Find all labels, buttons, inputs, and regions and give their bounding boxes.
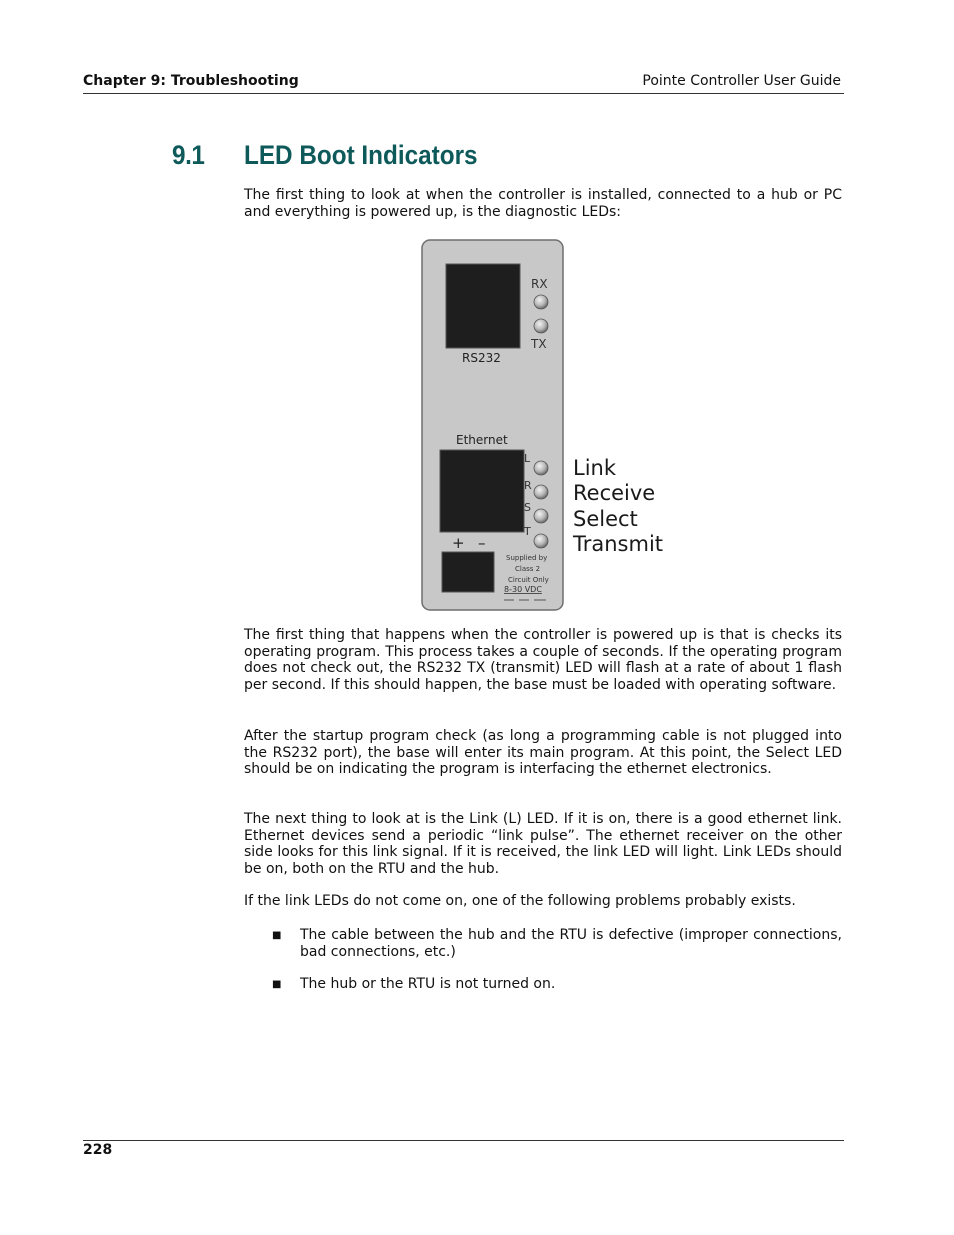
led-letter-r: R (524, 479, 532, 492)
minus-sign: – (478, 534, 486, 552)
plus-sign: + (452, 534, 465, 552)
running-header-guide-title: Pointe Controller User Guide (642, 73, 841, 89)
body-paragraph: The next thing to look at is the Link (L) LED. If it is on, there is a good ethernet link. Ethernet devices send a periodic “link pulse”. The ethernet receiver on the other side looks for this link signal. If it is received, the link LED will light. Link LEDs should be on, both on the RTU and the hub. (244, 811, 842, 877)
led-letter-l: L (524, 452, 531, 465)
body-paragraph: After the startup program check (as long a programming cable is not plugged into the RS232 port), the base will enter its main program. At this point, the Select LED should be on indicating the program is interfacing the ethernet electronics. (244, 728, 842, 778)
body-paragraph: The first thing that happens when the controller is powered up is that is checks its operating program. This process takes a couple of seconds. If the operating program does not check out, the RS232 TX (transmit) LED will flash at a rate of about 1 flash per second. If this should happen, the base must be loaded with operating software. (244, 627, 842, 693)
intro-paragraph: The first thing to look at when the controller is installed, connected to a hub or PC and everything is powered up, is the diagnostic LEDs: (244, 187, 842, 220)
controller-led-diagram (418, 238, 674, 614)
bullet-marker: ■ (272, 930, 282, 941)
footer-divider (83, 1140, 844, 1141)
link-led (534, 461, 548, 475)
page-number: 228 (83, 1142, 113, 1158)
bullet-item: The hub or the RTU is not turned on. (300, 976, 556, 992)
legend-transmit: Transmit (573, 532, 664, 556)
select-led (534, 509, 548, 523)
led-letter-s: S (524, 501, 531, 514)
power-note-line4: 8-30 VDC (504, 585, 542, 594)
power-note-line2: Class 2 (515, 565, 541, 573)
led-letter-t: T (524, 525, 531, 538)
transmit-led (534, 534, 548, 548)
rx-label: RX (531, 277, 548, 291)
tx-label: TX (531, 337, 547, 351)
ethernet-label: Ethernet (456, 433, 508, 447)
section-title: LED Boot Indicators (244, 140, 478, 170)
rx-led (534, 295, 548, 309)
legend-select: Select (573, 507, 638, 531)
receive-led (534, 485, 548, 499)
tx-led (534, 319, 548, 333)
power-connector (442, 552, 494, 592)
power-note-line1: Supplied by (506, 554, 548, 562)
rs232-port (446, 264, 520, 348)
bullet-marker: ■ (272, 979, 282, 990)
ethernet-port (440, 450, 524, 532)
bullet-item: The cable between the hub and the RTU is defective (improper connections, bad connections, etc.) (300, 927, 842, 960)
section-number: 9.1 (172, 140, 205, 170)
body-paragraph: If the link LEDs do not come on, one of the following problems probably exists. (244, 893, 796, 909)
legend-receive: Receive (573, 481, 656, 505)
running-header-chapter: Chapter 9: Troubleshooting (83, 73, 299, 89)
power-note-line3: Circuit Only (508, 576, 549, 584)
header-divider (83, 93, 844, 94)
legend-link: Link (573, 456, 617, 480)
rs232-label: RS232 (462, 351, 501, 365)
